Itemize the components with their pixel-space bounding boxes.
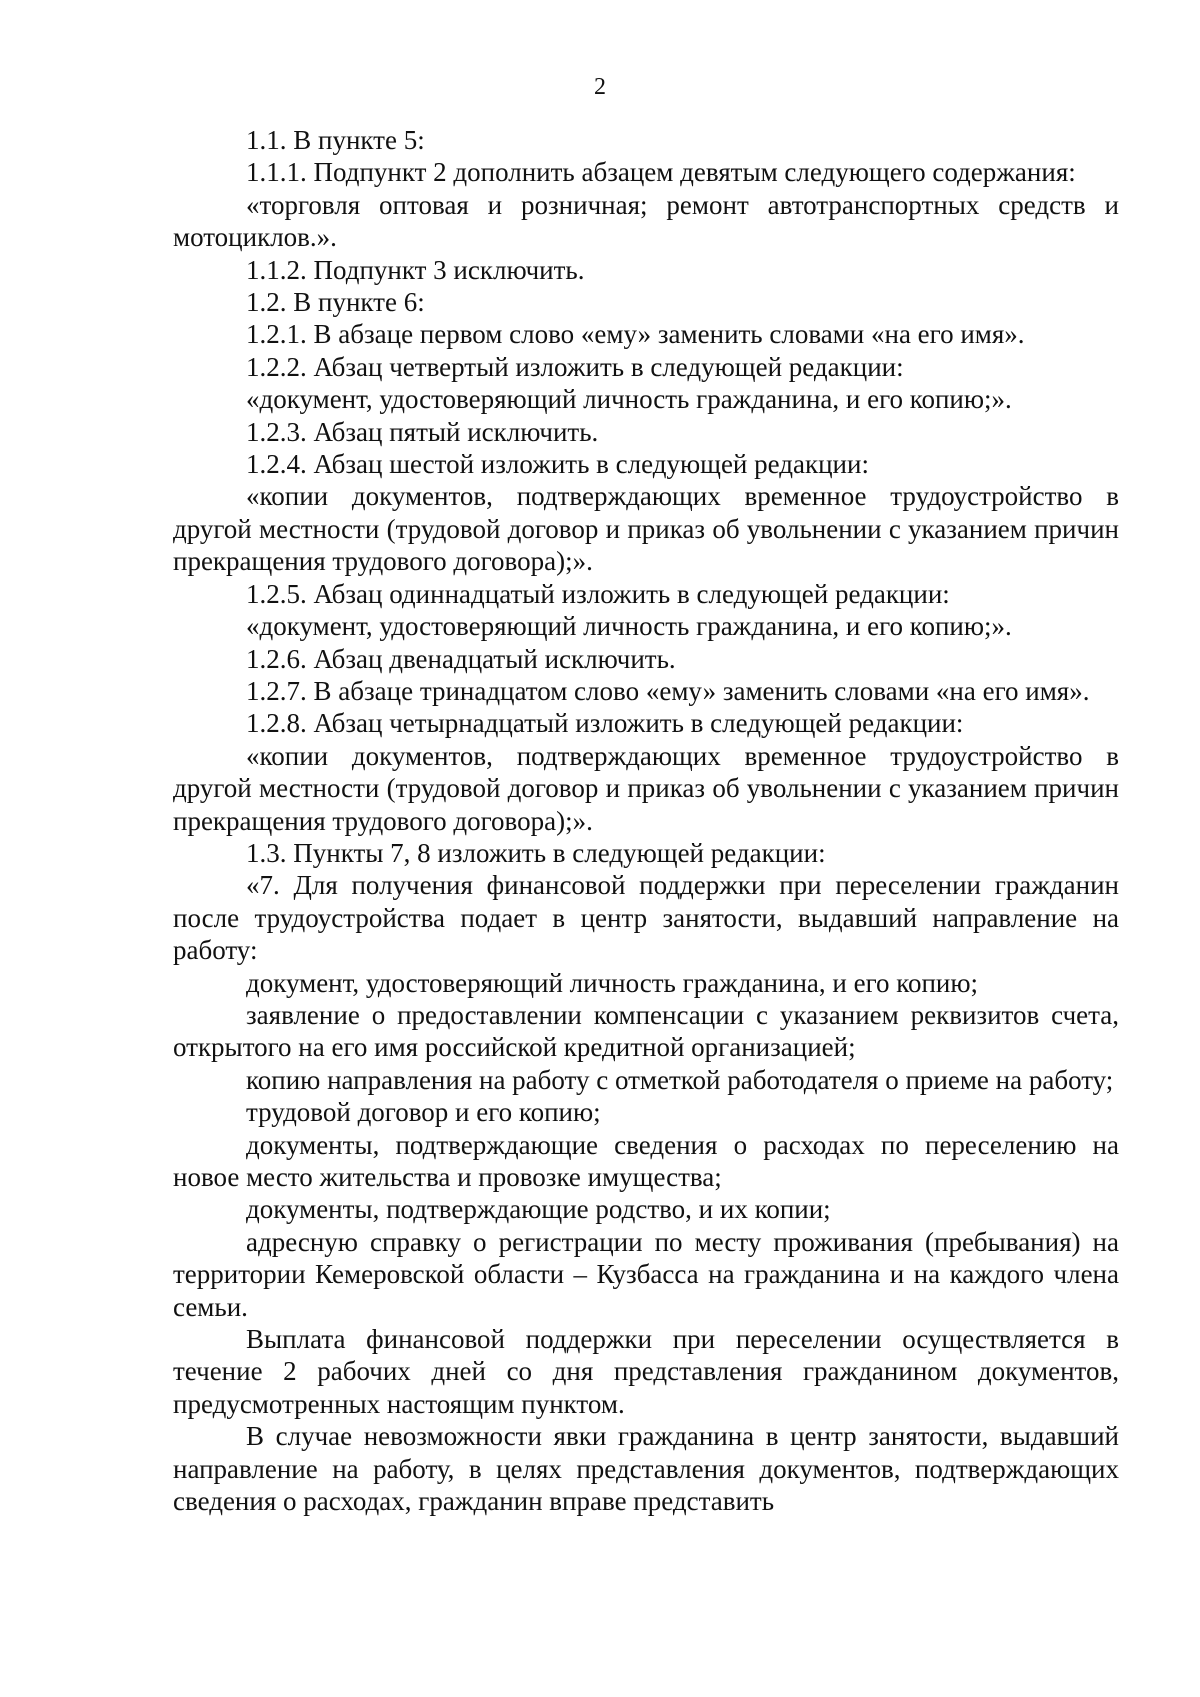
paragraph: «копии документов, подтверждающих временное трудоустройство в другой местности (трудовой договор и приказ об увольнении с указанием причин прекращения трудового договора);». xyxy=(173,481,1119,577)
paragraph: документы, подтверждающие родство, и их копии; xyxy=(246,1194,831,1225)
paragraph: 1.1.2. Подпункт 3 исключить. xyxy=(246,254,585,285)
paragraph: 1.1.1. Подпункт 2 дополнить абзацем девятым следующего содержания: xyxy=(246,157,1076,188)
document-body xyxy=(173,124,1119,1517)
paragraph: Выплата финансовой поддержки при переселении осуществляется в течение 2 рабочих дней со дня представления гражданином документов, предусмотренных настоящим пунктом. xyxy=(173,1324,1119,1419)
paragraph: «документ, удостоверяющий личность гражданина, и его копию;». xyxy=(246,384,1012,415)
paragraph: 1.1. В пункте 5: xyxy=(246,125,425,155)
paragraph: 1.2.8. Абзац четырнадцатый изложить в следующей редакции: xyxy=(246,708,964,739)
paragraph: В случае невозможности явки гражданина в центр занятости, выдавший направление на работу, в целях представления документов, подтверждающих сведения о расходах, гражданин вправе представить xyxy=(173,1421,1119,1517)
paragraph: трудовой договор и его копию; xyxy=(246,1097,601,1128)
paragraph: «документ, удостоверяющий личность гражданина, и его копию;». xyxy=(246,611,1012,642)
paragraph: документы, подтверждающие сведения о расходах по переселению на новое место жительства и провозке имущества; xyxy=(173,1129,1119,1192)
paragraph: 1.2.2. Абзац четвертый изложить в следующей редакции: xyxy=(246,351,904,382)
paragraph: 1.2.5. Абзац одиннадцатый изложить в следующей редакции: xyxy=(246,578,950,609)
paragraph: адресную справку о регистрации по месту проживания (пребывания) на территории Кемеровской области – Кузбасса на гражданина и на каждого члена семьи. xyxy=(173,1226,1119,1322)
paragraph: 1.2.3. Абзац пятый исключить. xyxy=(246,416,599,447)
paragraph: 1.2.7. В абзаце тринадцатом слово «ему» заменить словами «на его имя». xyxy=(246,675,1090,706)
paragraph: 1.2.6. Абзац двенадцатый исключить. xyxy=(246,643,676,674)
paragraph: «торговля оптовая и розничная; ремонт автотранспортных средств и мотоциклов.». xyxy=(173,189,1119,253)
paragraph: «7. Для получения финансовой поддержки при переселении гражданин после трудоустройства подает в центр занятости, выдавший направление на работу: xyxy=(173,870,1119,966)
paragraph: «копии документов, подтверждающих временное трудоустройство в другой местности (трудовой договор и приказ об увольнении с указанием причин прекращения трудового договора);». xyxy=(173,740,1119,836)
paragraph: заявление о предоставлении компенсации с указанием реквизитов счета, открытого на его имя российской кредитной организацией; xyxy=(173,999,1119,1063)
page-number: 2 xyxy=(594,74,606,100)
paragraph: копию направления на работу с отметкой работодателя о приеме на работу; xyxy=(246,1064,1114,1095)
paragraph: 1.2.4. Абзац шестой изложить в следующей редакции: xyxy=(246,449,869,480)
paragraph: документ, удостоверяющий личность гражданина, и его копию; xyxy=(246,967,979,998)
paragraph: 1.2.1. В абзаце первом слово «ему» заменить словами «на его имя». xyxy=(246,319,1025,350)
paragraph: 1.3. Пункты 7, 8 изложить в следующей редакции: xyxy=(246,837,826,868)
paragraph: 1.2. В пункте 6: xyxy=(246,287,425,318)
